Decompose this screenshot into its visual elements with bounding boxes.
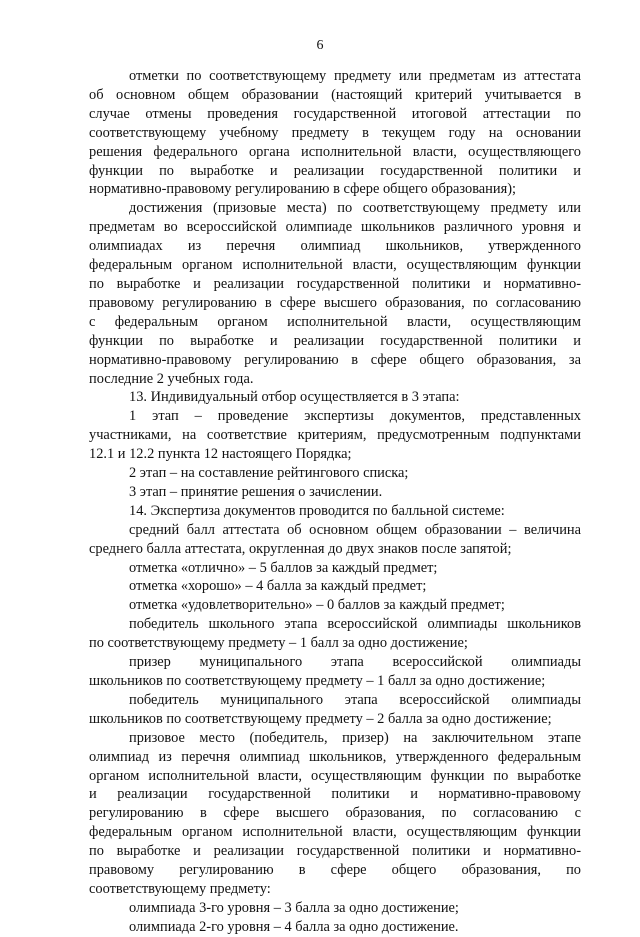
text-line: правовому регулированию в сфере общего образования, по (89, 862, 581, 879)
text-line: отметка «удовлетворительно» – 0 баллов за каждый предмет; (129, 597, 505, 614)
paragraph (89, 653, 581, 691)
text-line: по выработке и реализации государственной политики и нормативно- (89, 275, 581, 292)
text-line: правовому регулированию в сфере высшего образования, по согласованию (89, 294, 581, 311)
paragraph (89, 899, 581, 918)
paragraph (89, 464, 581, 483)
text-line: участниками, на соответствие критериям, предусмотренным подпунктами (89, 427, 581, 444)
paragraph (89, 199, 581, 388)
text-line: органом исполнительной власти, осуществляющим функции по выработке (89, 767, 581, 784)
text-line: об основном общем образовании (настоящий критерий учитывается в (89, 86, 581, 103)
text-line: функции по выработке и реализации государственной политики и (89, 162, 581, 179)
text-line: функции по выработке и реализации государственной политики и (89, 332, 581, 349)
text-line: призер муниципального этапа всероссийской олимпиады (129, 654, 581, 671)
text-line: и реализации государственной политики и нормативно-правовому (89, 786, 581, 803)
text-line: средний балл аттестата об основном общем образовании – величина (129, 521, 581, 538)
paragraph (89, 407, 581, 464)
text-line: отметка «хорошо» – 4 балла за каждый предмет; (129, 578, 427, 595)
text-line: 13. Индивидуальный отбор осуществляется в 3 этапа: (129, 389, 460, 406)
paragraph (89, 559, 581, 578)
text-line: соответствующему предмету: (89, 880, 271, 897)
paragraph (89, 577, 581, 596)
text-line: среднего балла аттестата, округленная до двух знаков после запятой; (89, 540, 512, 557)
paragraph (89, 691, 581, 729)
page-number: 6 (316, 38, 324, 53)
paragraph (89, 918, 581, 937)
text-line: олимпиада 3-го уровня – 3 балла за одно достижение; (129, 899, 459, 916)
text-line: соответствующему учебному предмету в текущем году на основании (89, 124, 581, 141)
text-line: 3 этап – принятие решения о зачислении. (129, 483, 383, 500)
text-line: олимпиада 2-го уровня – 4 балла за одно достижение. (129, 918, 459, 935)
text-line: по соответствующему предмету – 1 балл за одно достижение; (89, 635, 468, 652)
text-line: школьников по соответствующему предмету – 2 балла за одно достижение; (89, 710, 552, 727)
paragraph (89, 483, 581, 502)
text-line: 12.1 и 12.2 пункта 12 настоящего Порядка; (89, 446, 352, 463)
text-line: последние 2 учебных года. (89, 370, 254, 387)
text-line: победитель муниципального этапа всероссийской олимпиады (129, 691, 581, 708)
text-line: олимпиадах из перечня олимпиад школьников, утвержденного (89, 238, 581, 255)
text-line: решения федерального органа исполнительной власти, осуществляющего (89, 143, 581, 160)
text-line: по выработке и реализации государственной политики и нормативно- (89, 843, 581, 860)
text-line: олимпиад из перечня олимпиад школьников, утвержденного федеральным (89, 748, 581, 765)
text-line: с федеральным органом исполнительной власти, осуществляющим (89, 313, 581, 330)
text-line: 14. Экспертиза документов проводится по балльной системе: (129, 502, 505, 519)
text-line: предметам во всероссийской олимпиаде школьников различного уровня и (89, 219, 581, 236)
text-line: достижения (призовые места) по соответствующему предмету или (129, 200, 581, 217)
text-line: федеральным органом исполнительной власти, осуществляющим функции (89, 824, 581, 841)
text-line: отметки по соответствующему предмету или предметам из аттестата (129, 68, 581, 84)
text-line: нормативно-правовому регулированию в сфере общего образования); (89, 181, 516, 198)
document-body (89, 67, 581, 937)
text-line: школьников по соответствующему предмету – 1 балл за одно достижение; (89, 673, 546, 689)
text-line: отметка «отлично» – 5 баллов за каждый предмет; (129, 559, 438, 576)
paragraph (89, 521, 581, 559)
paragraph (89, 67, 581, 199)
paragraph (89, 596, 581, 615)
paragraph (89, 615, 581, 653)
paragraph (89, 502, 581, 521)
text-line: 2 этап – на составление рейтингового списка; (129, 465, 409, 482)
text-line: победитель школьного этапа всероссийской олимпиады школьников (129, 616, 581, 633)
paragraph (89, 388, 581, 407)
text-line: регулированию в сфере высшего образования, по согласованию с (89, 805, 581, 822)
text-line: случае отмены проведения государственной итоговой аттестации по (89, 105, 581, 122)
text-line: призовое место (победитель, призер) на заключительном этапе (129, 729, 581, 746)
text-line: 1 этап – проведение экспертизы документов, представленных (129, 408, 581, 425)
text-line: федеральным органом исполнительной власти, осуществляющим функции (89, 257, 581, 274)
paragraph (89, 729, 581, 899)
text-line: нормативно-правовому регулированию в сфере общего образования, за (89, 351, 581, 368)
